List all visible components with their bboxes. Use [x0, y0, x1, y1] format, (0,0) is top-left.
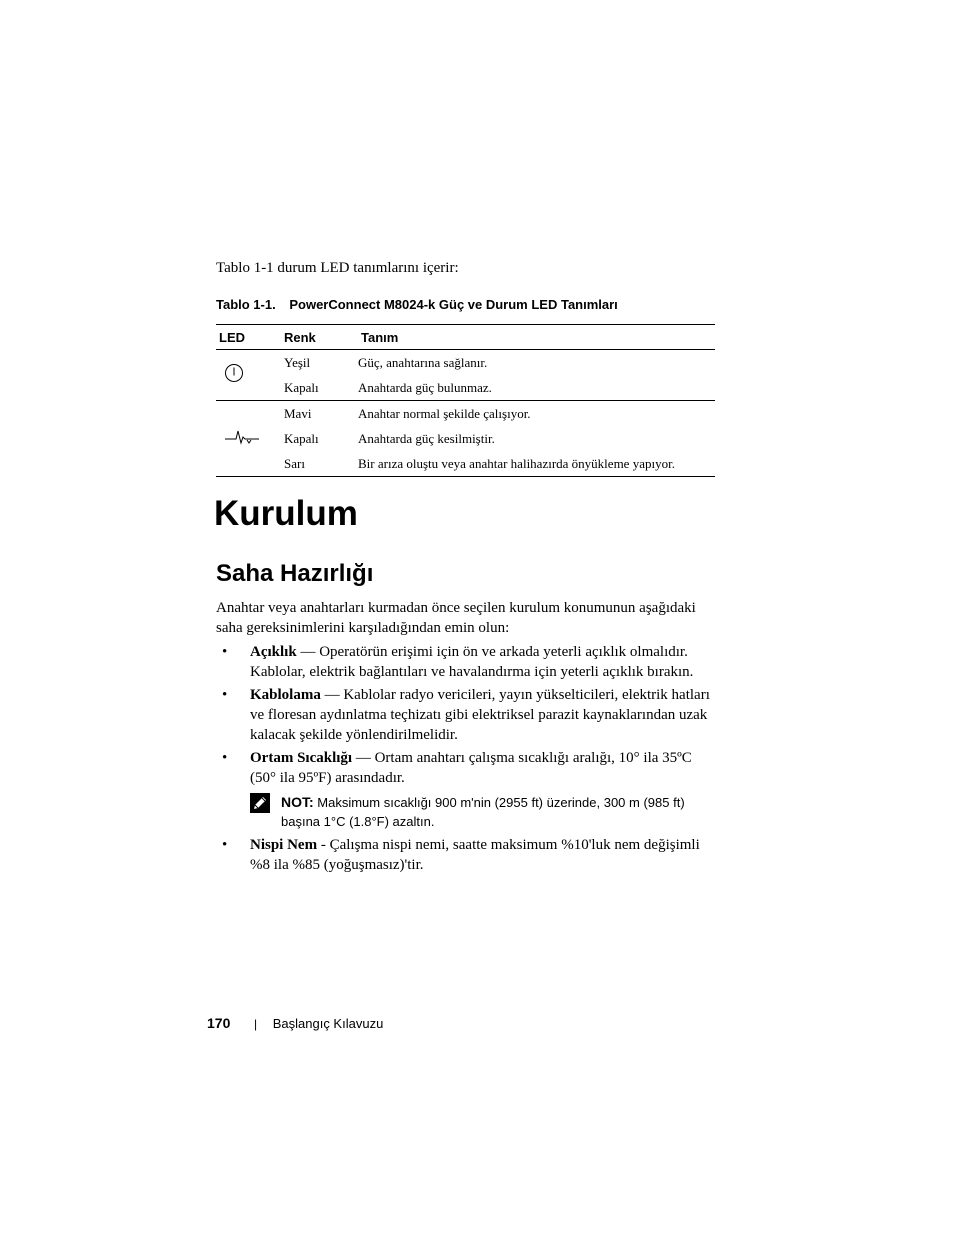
list-item-text: - Çalışma nispi nemi, saatte maksimum %10'luk nem değişimli %8 ila %85 (yoğuşmasız)'tir. — [250, 837, 700, 873]
footer-separator: | — [253, 1017, 258, 1031]
list-item-text: — Kablolar radyo vericileri, yayın yükselticileri, elektrik hatları ve floresan aydınlatma teçhizatı gibi elektriksel parazit kaynaklarından uzak kalacak şekilde yönlendirilmelidir. — [250, 687, 710, 743]
tanim-cell: Anahtar normal şekilde çalışıyor. — [358, 405, 531, 421]
footer-title: Başlangıç Kılavuzu — [272, 1016, 384, 1031]
renk-cell: Kapalı — [216, 375, 358, 401]
list-item-term: Nispi Nem — [250, 837, 318, 853]
table-row — [216, 451, 715, 477]
section-heading: Kurulum — [214, 494, 358, 533]
pencil-note-icon — [250, 793, 270, 813]
list-item-term: Açıklık — [250, 644, 297, 660]
renk-cell: Mavi — [284, 405, 312, 421]
renk-cell: Kapalı — [284, 430, 319, 446]
table-row — [216, 426, 715, 451]
bullet-icon: • — [222, 644, 228, 660]
tanim-cell: Bir arıza oluştu veya anahtar halihazırda önyükleme yapıyor. — [358, 451, 715, 477]
table-caption-title: PowerConnect M8024-k Güç ve Durum LED Tanımları — [289, 297, 618, 312]
note-text: Maksimum sıcaklığı 900 m'nin (2955 ft) üzerinde, 300 m (985 ft) başına 1°C (1.8°F) azaltın. — [281, 795, 685, 829]
list-item-text: — Operatörün erişimi için ön ve arkada yeterli açıklık olmalıdır. Kablolar, elektrik bağlantıları ve havalandırma için yeterli açıklık bırakın. — [250, 644, 694, 680]
list-item-text: — Ortam anahtarı çalışma sıcaklığı aralığı, 10° ila 35ºC (50° ila 95ºF) arasındadır. — [250, 750, 692, 786]
table-row — [216, 350, 715, 376]
bullet-icon: • — [222, 750, 228, 766]
led-table — [216, 324, 715, 477]
table-row — [216, 401, 715, 427]
tanim-cell: Anahtarda güç kesilmiştir. — [358, 430, 495, 446]
tanim-cell: Anahtarda güç bulunmaz. — [358, 375, 715, 401]
table-header-row: LED Renk Tanım — [216, 325, 715, 350]
header-renk: Renk — [216, 325, 358, 350]
renk-cell: Yeşil — [284, 354, 311, 370]
power-icon — [224, 363, 244, 383]
list-item-term: Ortam Sıcaklığı — [250, 750, 353, 766]
page-number: 170 — [207, 1015, 231, 1031]
bullet-icon: • — [222, 687, 228, 703]
note-label: NOT: — [281, 794, 314, 810]
subsection-heading: Saha Hazırlığı — [216, 560, 374, 587]
table-row — [216, 375, 715, 401]
bullet-icon: • — [222, 837, 228, 853]
status-pulse-icon — [224, 429, 260, 445]
renk-cell: Sarı — [216, 451, 358, 477]
list-item-term: Kablolama — [250, 687, 321, 703]
table-caption-number: Tablo 1-1. — [216, 297, 276, 312]
body-paragraph: Anahtar veya anahtarları kurmadan önce seçilen kurulum konumunun aşağıdaki saha gereksinimlerini karşıladığından emin olun: — [216, 600, 696, 636]
intro-text: Tablo 1-1 durum LED tanımlarını içerir: — [216, 260, 459, 276]
table-caption — [216, 297, 618, 312]
tanim-cell: Güç, anahtarına sağlanır. — [358, 354, 488, 370]
header-tanim: Tanım — [358, 325, 715, 350]
page-footer — [207, 1015, 383, 1031]
